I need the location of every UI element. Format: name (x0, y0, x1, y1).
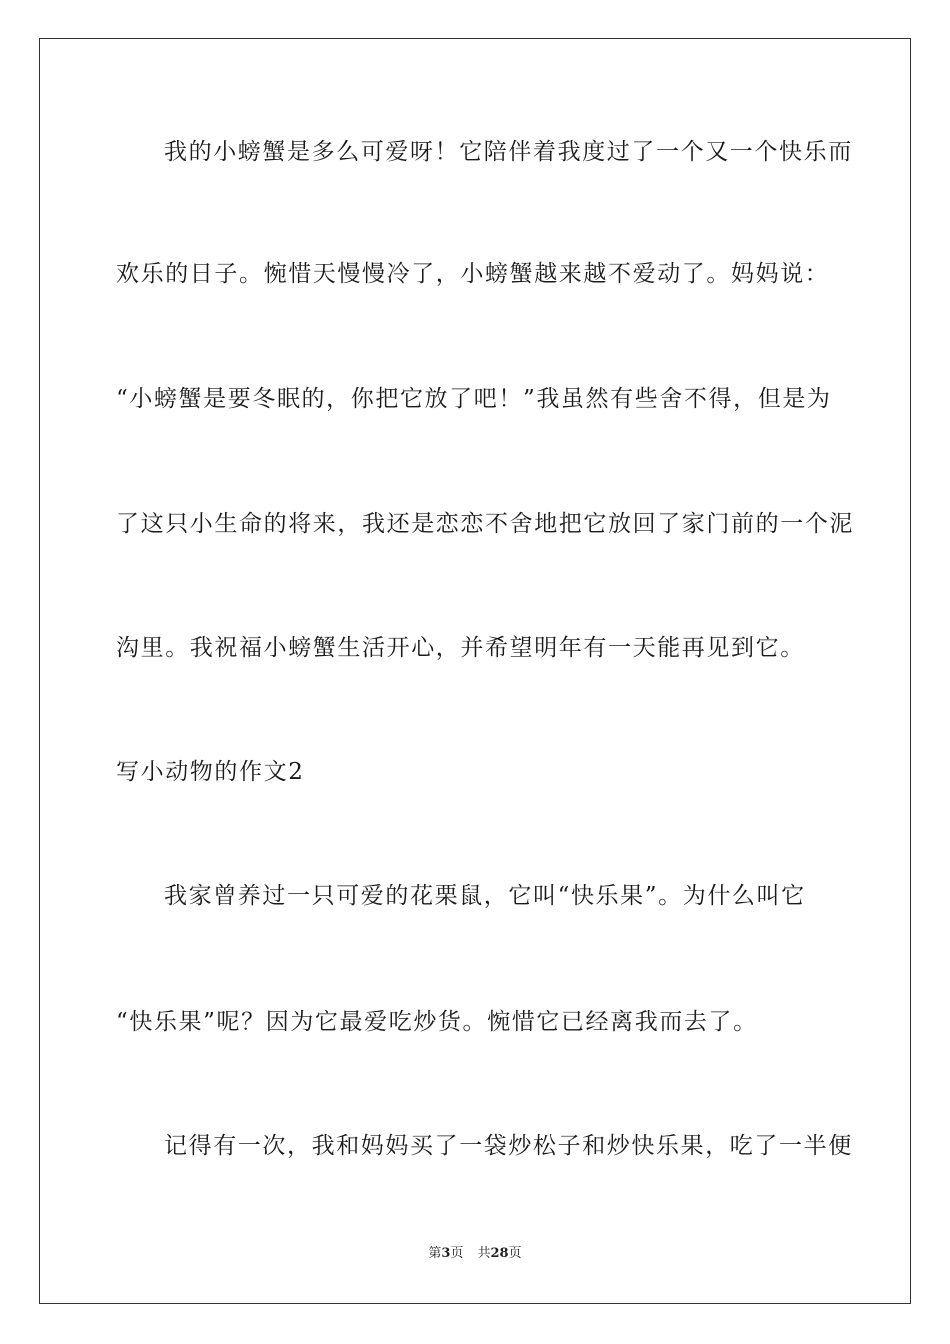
paragraph-line: 了这只小生命的将来，我还是恋恋不舍地把它放回了家门前的一个泥 (116, 511, 854, 537)
paragraph-line: 沟里。我祝福小螃蟹生活开心，并希望明年有一天能再见到它。 (116, 635, 805, 661)
footer-page-prefix: 第 (428, 1246, 442, 1261)
section-heading: 写小动物的作文2 (116, 759, 305, 785)
footer-total-prefix: 共 (477, 1246, 491, 1261)
page-border (39, 38, 911, 1304)
paragraph-line: 记得有一次，我和妈妈买了一袋炒松子和炒快乐果，吃了一半便 (164, 1133, 853, 1159)
page-footer (0, 1245, 950, 1263)
paragraph-line: 欢乐的日子。惋惜天慢慢冷了，小螃蟹越来越不爱动了。妈妈说： (116, 261, 830, 287)
footer-total-number: 28 (490, 1246, 509, 1261)
footer-page-suffix: 页 (450, 1246, 464, 1261)
footer-page-number: 3 (441, 1246, 451, 1261)
paragraph-line: 我的小螃蟹是多么可爱呀！它陪伴着我度过了一个又一个快乐而 (164, 139, 853, 165)
paragraph-line: “快乐果”呢？因为它最爱吃炒货。惋惜它已经离我而去了。 (116, 1009, 758, 1035)
paragraph-line: “小螃蟹是要冬眠的，你把它放了吧！”我虽然有些舍不得，但是为 (116, 386, 832, 412)
paragraph-line: 我家曾养过一只可爱的花栗鼠，它叫“快乐果”。为什么叫它 (164, 883, 806, 909)
footer-total-suffix: 页 (508, 1246, 522, 1261)
